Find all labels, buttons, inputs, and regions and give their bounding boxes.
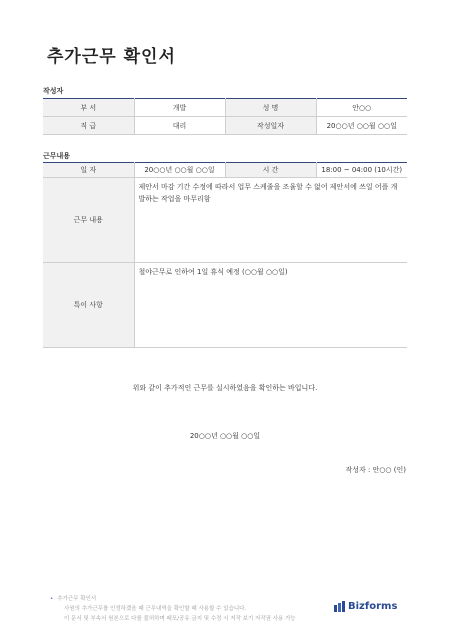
document-title: 추가근무 확인서 [47,47,176,67]
work-row-date [43,163,407,178]
note-label: 특이 사항 [43,263,134,348]
dept-value: 개발 [134,99,225,117]
dept-label: 부 서 [43,99,134,117]
footer-line-2: 이 문서 및 부속서 원본으로 다를 불허하며 배포/공유 금지 및 수정 시 저작 보기 저작권 사용 가능 [64,616,296,622]
name-label: 성 명 [225,99,316,117]
bizforms-logo [334,601,397,612]
bizforms-logo-text: Bizforms [348,601,398,612]
note-text: 철야근무로 인하여 1일 휴식 예정 (○○월 ○○일) [134,263,407,348]
written-date-value: 20○○년 ○○월 ○○일 [316,117,407,135]
work-date-value: 20○○년 ○○월 ○○일 [134,163,225,178]
written-date-label: 작성일자 [225,117,316,135]
confirm-statement: 위와 같이 추가적인 근무를 실시하였음을 확인하는 바입니다. [132,384,318,392]
work-time-value: 18:00 ~ 04:00 (10시간) [316,163,407,178]
work-time-label: 시 간 [225,163,316,178]
work-row-content [43,178,407,263]
author-row-dept [43,99,407,117]
work-content-text: 제안서 마감 기간 수정에 따라서 업무 스케줄을 조율할 수 없어 제안서에 쓰일 어플 개발하는 작업을 마무리함 [134,178,407,263]
rank-value: 대리 [134,117,225,135]
work-row-note [43,263,407,348]
footer-notes [50,594,296,624]
work-content-label: 근무 내용 [43,178,134,263]
name-value: 안○○ [316,99,407,117]
author-row-rank [43,117,407,135]
work-table [43,162,407,348]
author-table [43,98,407,135]
footer-line-1: 사원의 추가근무를 인정하겠음 때 근무내역을 확인할 때 사용할 수 있습니다. [64,606,247,612]
rank-label: 직 급 [43,117,134,135]
work-section-heading: 근무내용 [43,152,71,160]
writer-signature: 작성자 : 안○○ (인) [345,466,406,474]
bullet-icon: • [50,596,54,602]
work-date-label: 일 자 [43,163,134,178]
footer-title: 추가근무 확인서 [57,596,97,602]
bizforms-logo-icon [334,601,345,612]
signing-date: 20○○년 ○○월 ○○일 [189,432,261,440]
author-section-heading: 작성자 [43,87,64,95]
